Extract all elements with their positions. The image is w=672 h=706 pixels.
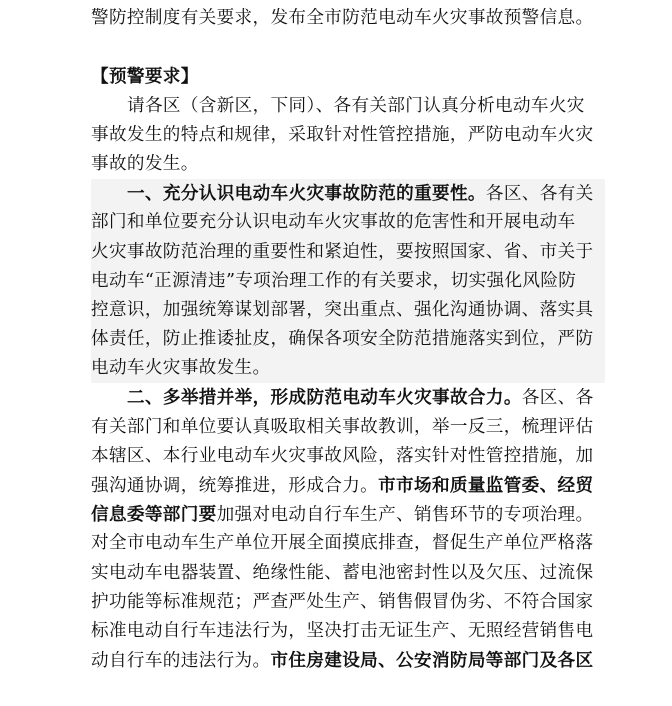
section-two-line: 护功能等标准规范；严查严处生产、销售假冒伪劣、不符合国家 — [91, 591, 594, 612]
responsible-dept: 市市场和质量监管委、经贸 — [378, 475, 594, 496]
section-one-first-line — [91, 179, 605, 208]
section-two-line — [91, 646, 601, 675]
section-one-text: 各区、各有关 — [485, 184, 594, 205]
section-one-line: 电动车火灾事故发生。 — [91, 358, 271, 379]
section-one-line: 体责任，防止推诿扯皮，确保各项安全防范措施落实到位，严防 — [91, 329, 594, 350]
section-two-text: 加强对电动自行车生产、销售环节的专项治理。 — [216, 505, 594, 526]
document-body — [91, 4, 601, 675]
responsible-dept: 信息委等部门要 — [91, 504, 217, 526]
section-one-title: 一、充分认识电动车火灾事故防范的重要性。 — [127, 183, 486, 205]
section-one-line: 火灾事故防范治理的重要性和紧迫性，要按照国家、省、市关于 — [91, 241, 594, 262]
section-one-line: 控意识，加强统筹谋划部署，突出重点、强化沟通协调、落实具 — [91, 299, 594, 320]
section-two-title: 二、多举措并举，形成防范电动车火灾事故合力。 — [127, 387, 522, 409]
section-heading: 【预警要求】 — [91, 66, 199, 88]
section-two-text: 强沟通协调，统筹推进，形成合力。 — [91, 476, 379, 496]
section-two-first-line — [91, 383, 601, 412]
blank-line — [91, 33, 601, 62]
section-two-line: 本辖区、本行业电动车火灾事故风险，落实针对性管控措施，加 — [91, 445, 594, 466]
section-two-line — [91, 471, 601, 500]
section-two — [91, 383, 601, 675]
section-two-line: 标准电动自行车违法行为，坚决打击无证生产、无照经营销售电 — [91, 620, 594, 641]
section-one — [91, 179, 605, 383]
paragraph-line: 警防控制度有关要求，发布全市防范电动车火灾事故预警信息。 — [91, 8, 594, 28]
section-two-text: 各区、各 — [521, 388, 594, 409]
responsible-dept: 市住房建设局、公安消防局等部门及各区 — [270, 650, 594, 672]
intro-line: 事故发生的特点和规律，采取针对性管控措施，严防电动车火灾 — [91, 124, 594, 145]
section-one-line: 部门和单位要充分认识电动车火灾事故的危害性和开展电动车 — [91, 212, 576, 233]
section-two-line: 有关部门和单位要认真吸取相关事故教训，举一反三，梳理评估 — [91, 416, 594, 437]
section-two-line: 实电动车电器装置、绝缘性能、蓄电池密封性以及欠压、过流保 — [91, 562, 594, 583]
section-two-line — [91, 500, 601, 529]
intro-line: 请各区（含新区，下同）、各有关部门认真分析电动车火灾 — [127, 95, 585, 116]
section-two-text: 动自行车的违法行为。 — [91, 651, 271, 672]
intro-line: 事故的发生。 — [91, 153, 199, 174]
section-two-line: 对全市电动车生产单位开展全面摸底排查，督促生产单位严格落 — [91, 533, 594, 554]
section-one-line: 电动车“正源清违”专项治理工作的有关要求，切实强化风险防 — [91, 270, 577, 291]
